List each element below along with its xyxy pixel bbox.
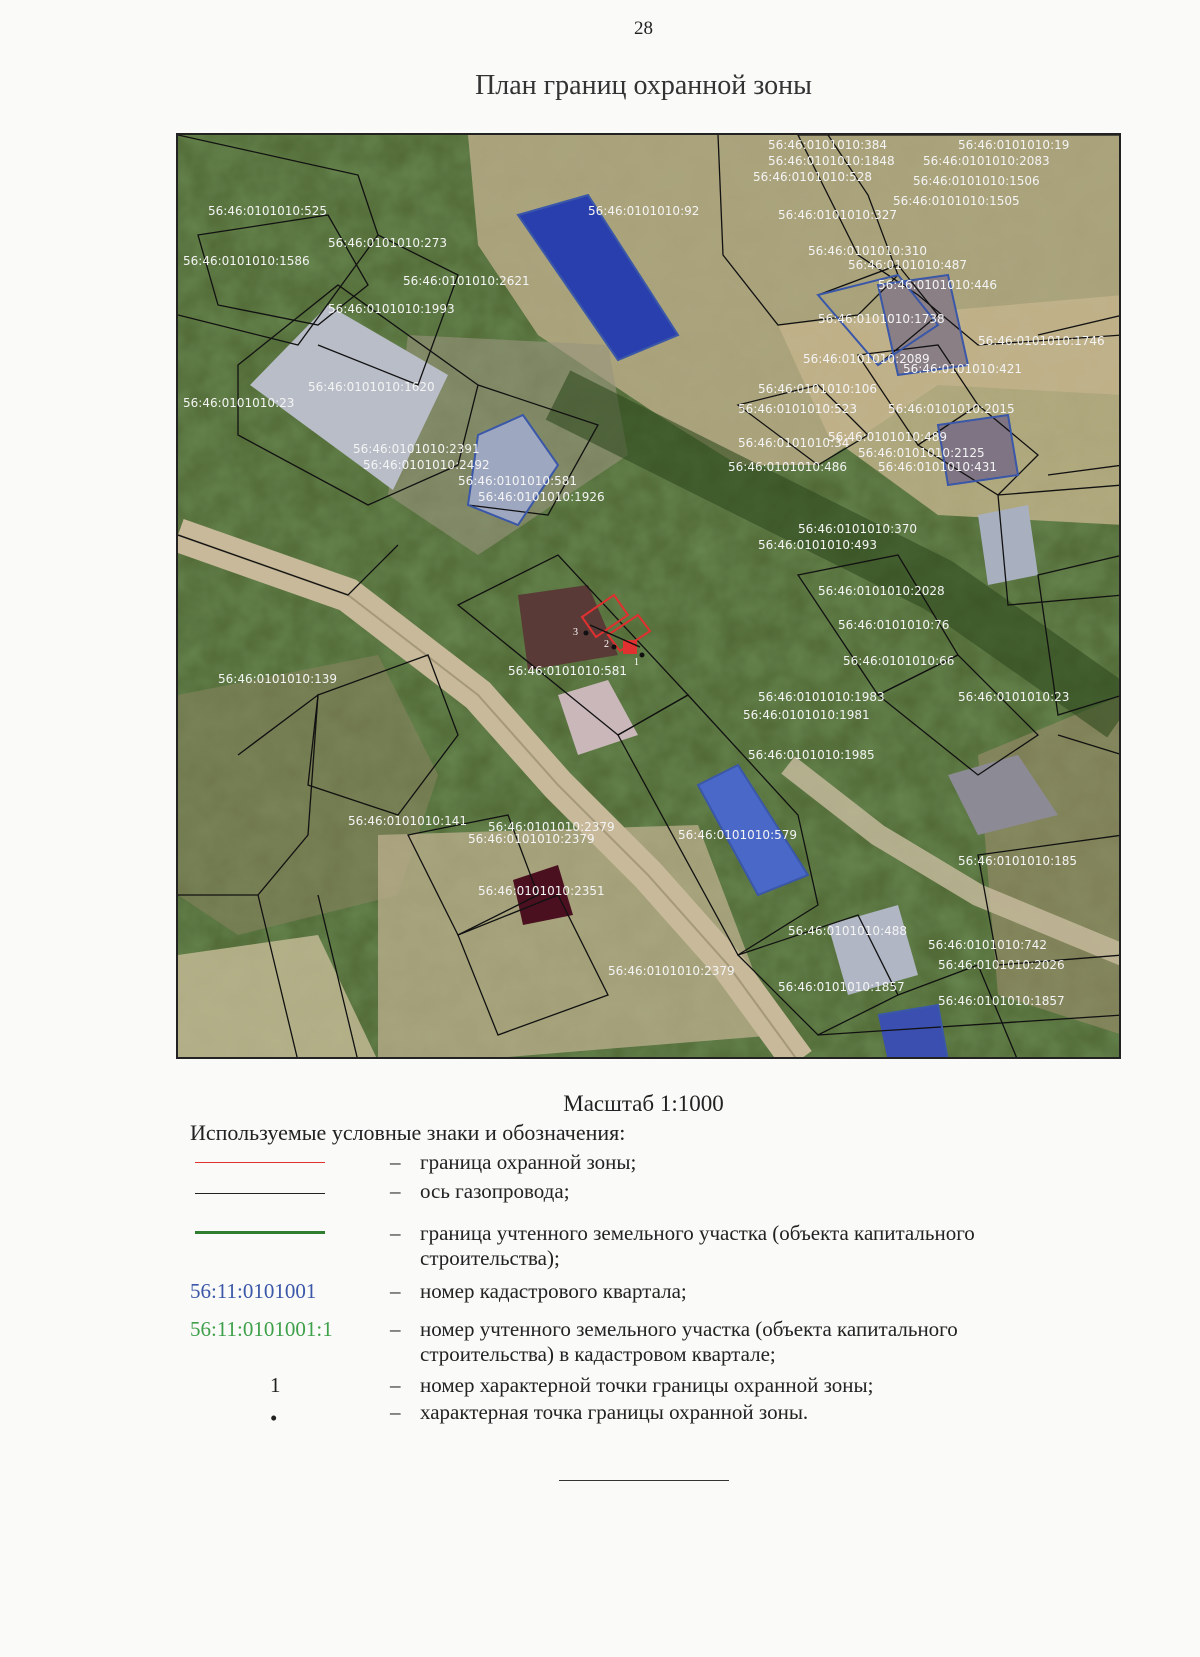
- legend-dash: –: [390, 1179, 401, 1203]
- parcel-label: 56:46:0101010:1857: [938, 994, 1065, 1008]
- parcel-label: 56:46:0101010:2391: [353, 442, 480, 456]
- parcel-label: 56:46:0101010:1506: [913, 174, 1040, 188]
- legend-heading: Используемые условные знаки и обозначения:: [190, 1120, 626, 1145]
- parcel-label: 56:46:0101010:421: [903, 362, 1023, 376]
- legend-dash: –: [390, 1279, 401, 1303]
- parcel-label: 56:46:0101010:2028: [818, 584, 945, 598]
- legend-text: номер характерной точки границы охранной зоны;: [420, 1373, 874, 1397]
- parcel-label: 56:46:0101010:2492: [363, 458, 490, 472]
- parcel-label: 56:46:0101010:2621: [403, 274, 530, 288]
- parcel-label: 56:46:0101010:1985: [748, 748, 875, 762]
- parcel-label: 56:46:0101010:1738: [818, 312, 945, 326]
- zone-point: [584, 631, 589, 636]
- parcel-label: 56:46:0101010:273: [328, 236, 448, 250]
- protection-zone-line-sample: [195, 1162, 325, 1163]
- legend-row-parcel-boundary: [190, 1221, 1090, 1273]
- parcel-label: 56:46:0101010:528: [753, 170, 873, 184]
- parcel-label: 56:46:0101010:2351: [478, 884, 605, 898]
- parcel-label: 56:46:0101010:489: [828, 430, 948, 444]
- parcel-label: 56:46:0101010:2125: [858, 446, 985, 460]
- parcel-label: 56:46:0101010:2379: [488, 820, 615, 834]
- legend-row-protection-zone: [190, 1150, 1090, 1176]
- parcel-label: 56:46:0101010:139: [218, 672, 338, 686]
- legend-row-gas-pipe: [190, 1179, 1090, 1205]
- parcel-label: 56:46:0101010:488: [788, 924, 908, 938]
- legend-row-parcel-number: [190, 1317, 1090, 1369]
- parcel-label: 56:46:0101010:2379: [468, 832, 595, 846]
- parcel-label: 56:46:0101010:1505: [893, 194, 1020, 208]
- parcel-label: 56:46:0101010:431: [878, 460, 998, 474]
- parcel-label: 56:46:0101010:370: [798, 522, 918, 536]
- zone-point-label: 2: [604, 639, 609, 650]
- parcel-label: 56:46:0101010:76: [838, 618, 950, 632]
- parcel-label: 56:46:0101010:23: [958, 690, 1070, 704]
- parcel-number-symbol: 56:11:0101001:1: [190, 1317, 333, 1341]
- parcel-label: 56:46:0101010:141: [348, 814, 468, 828]
- parcel-label: 56:46:0101010:2083: [923, 154, 1050, 168]
- parcel-label: 56:46:0101010:2015: [888, 402, 1015, 416]
- legend-text: номер учтенного земельного участка (объекта капитального строительства) в кадастровом квартале;: [420, 1317, 958, 1366]
- parcel-label: 56:46:0101010:92: [588, 204, 700, 218]
- parcel-label: 56:46:0101010:1746: [978, 334, 1105, 348]
- building-roof: [978, 505, 1038, 585]
- parcel-label: 56:46:0101010:525: [208, 204, 328, 218]
- parcel-label: 56:46:0101010:34: [738, 436, 850, 450]
- parcel-label: 56:46:0101010:66: [843, 654, 955, 668]
- parcel-label: 56:46:0101010:1926: [478, 490, 605, 504]
- zone-point-label: 3: [573, 627, 578, 638]
- parcel-label: 56:46:0101010:2379: [608, 964, 735, 978]
- zone-point: [640, 653, 645, 658]
- legend-text: граница учтенного земельного участка (объекта капитального строительства);: [420, 1221, 975, 1270]
- map-scale: Масштаб 1:1000: [563, 1091, 724, 1116]
- parcel-label: 56:46:0101010:1586: [183, 254, 310, 268]
- legend-dash: –: [390, 1317, 401, 1341]
- zone-point-label: 1: [634, 657, 639, 668]
- zone-point: [612, 645, 617, 650]
- parcel-label: 56:46:0101010:579: [678, 828, 798, 842]
- parcel-label: 56:46:0101010:23: [183, 396, 295, 410]
- legend-dash: –: [390, 1373, 401, 1397]
- parcel-label: 56:46:0101010:493: [758, 538, 878, 552]
- parcel-label: 56:46:0101010:1993: [328, 302, 455, 316]
- parcel-label: 56:46:0101010:581: [458, 474, 578, 488]
- parcel-label: 56:46:0101010:327: [778, 208, 898, 222]
- parcel-label: 56:46:0101010:1857: [778, 980, 905, 994]
- parcel-label: 56:46:0101010:446: [878, 278, 998, 292]
- parcel-label: 56:46:0101010:106: [758, 382, 878, 396]
- parcel-label: 56:46:0101010:2089: [803, 352, 930, 366]
- parcel-label: 56:46:0101010:185: [958, 854, 1078, 868]
- point-marker-symbol: •: [270, 1406, 278, 1430]
- parcel-boundary-line-sample: [195, 1231, 325, 1234]
- legend-dash: –: [390, 1150, 401, 1174]
- parcel-label: 56:46:0101010:310: [808, 244, 928, 258]
- legend-text: номер кадастрового квартала;: [420, 1279, 687, 1303]
- footer-rule: [559, 1480, 729, 1481]
- legend-text: граница охранной зоны;: [420, 1150, 637, 1174]
- parcel-label: 56:46:0101010:2026: [938, 958, 1065, 972]
- legend-row-point-marker: [190, 1400, 1090, 1430]
- page-number: 28: [634, 18, 653, 39]
- parcel-label: 56:46:0101010:581: [508, 664, 628, 678]
- parcel-label: 56:46:0101010:523: [738, 402, 858, 416]
- legend-dash: –: [390, 1221, 401, 1245]
- legend-row-point-number: [190, 1373, 1090, 1399]
- legend-text: характерная точка границы охранной зоны.: [420, 1400, 809, 1424]
- parcel-label: 56:46:0101010:1983: [758, 690, 885, 704]
- satellite-map[interactable]: [176, 133, 1121, 1059]
- parcel-label: 56:46:0101010:487: [848, 258, 968, 272]
- parcel-label: 56:46:0101010:384: [768, 138, 888, 152]
- cadastral-quarter-symbol: 56:11:0101001: [190, 1279, 317, 1303]
- legend-dash: –: [390, 1400, 401, 1424]
- parcel-label: 56:46:0101010:1620: [308, 380, 435, 394]
- parcel-label: 56:46:0101010:1848: [768, 154, 895, 168]
- page-title: План границ охранной зоны: [475, 70, 812, 101]
- parcel-label: 56:46:0101010:19: [958, 138, 1070, 152]
- parcel-label: 56:46:0101010:1981: [743, 708, 870, 722]
- legend-text: ось газопровода;: [420, 1179, 570, 1203]
- parcel-label: 56:46:0101010:486: [728, 460, 848, 474]
- parcel-label: 56:46:0101010:742: [928, 938, 1048, 952]
- point-number-symbol: 1: [270, 1373, 281, 1397]
- map-canvas: [178, 135, 1121, 1059]
- gas-pipe-line-sample: [195, 1193, 325, 1194]
- legend-row-cadastral-quarter: [190, 1279, 1090, 1305]
